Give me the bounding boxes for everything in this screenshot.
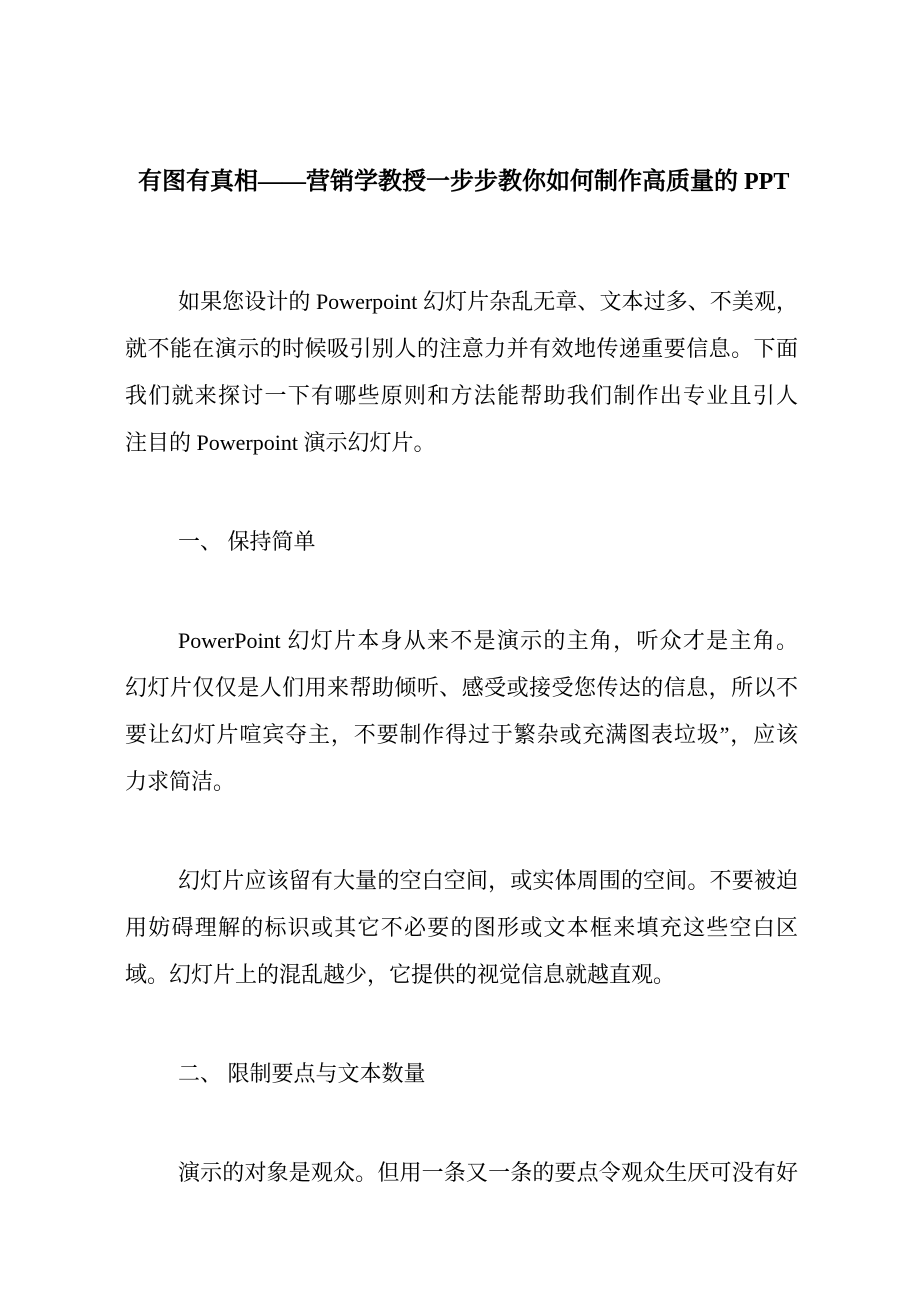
section2-paragraph-1 — [125, 1149, 798, 1196]
text-line: 就不能在演示的时候吸引别人的注意力并有效地传递重要信息。下面 — [125, 336, 798, 361]
section1-paragraph-2 — [125, 857, 798, 998]
text-line: PowerPoint 幻灯片本身从来不是演示的主角，听众才是主角。 — [178, 628, 798, 653]
text-line: 域。幻灯片上的混乱越少，它提供的视觉信息就越直观。 — [125, 962, 676, 987]
intro-paragraph — [125, 278, 798, 466]
text-line: 要让幻灯片喧宾夺主，不要制作得过于繁杂或充满图表垃圾”，应该 — [125, 722, 798, 747]
text-line: 用妨碍理解的标识或其它不必要的图形或文本框来填充这些空白区 — [125, 915, 798, 940]
text-line: 注目的 Powerpoint 演示幻灯片。 — [125, 430, 436, 455]
text-line: 幻灯片应该留有大量的空白空间，或实体周围的空间。不要被迫 — [178, 868, 798, 893]
text-line: 如果您设计的 Powerpoint 幻灯片杂乱无章、文本过多、不美观， — [178, 289, 798, 314]
text-line: 我们就来探讨一下有哪些原则和方法能帮助我们制作出专业且引人 — [125, 383, 798, 408]
section1-paragraph-1 — [125, 617, 798, 805]
text-line: 幻灯片仅仅是人们用来帮助倾听、感受或接受您传达的信息，所以不 — [125, 675, 798, 700]
text-line: 演示的对象是观众。但用一条又一条的要点令观众生厌可没有好 — [178, 1160, 798, 1185]
text-line: 力求简洁。 — [125, 769, 236, 794]
section-heading-1: 一、 保持简单 — [178, 529, 316, 554]
document-title: 有图有真相——营销学教授一步步教你如何制作高质量的 PPT — [138, 169, 790, 195]
section-heading-2: 二、 限制要点与文本数量 — [178, 1061, 426, 1086]
